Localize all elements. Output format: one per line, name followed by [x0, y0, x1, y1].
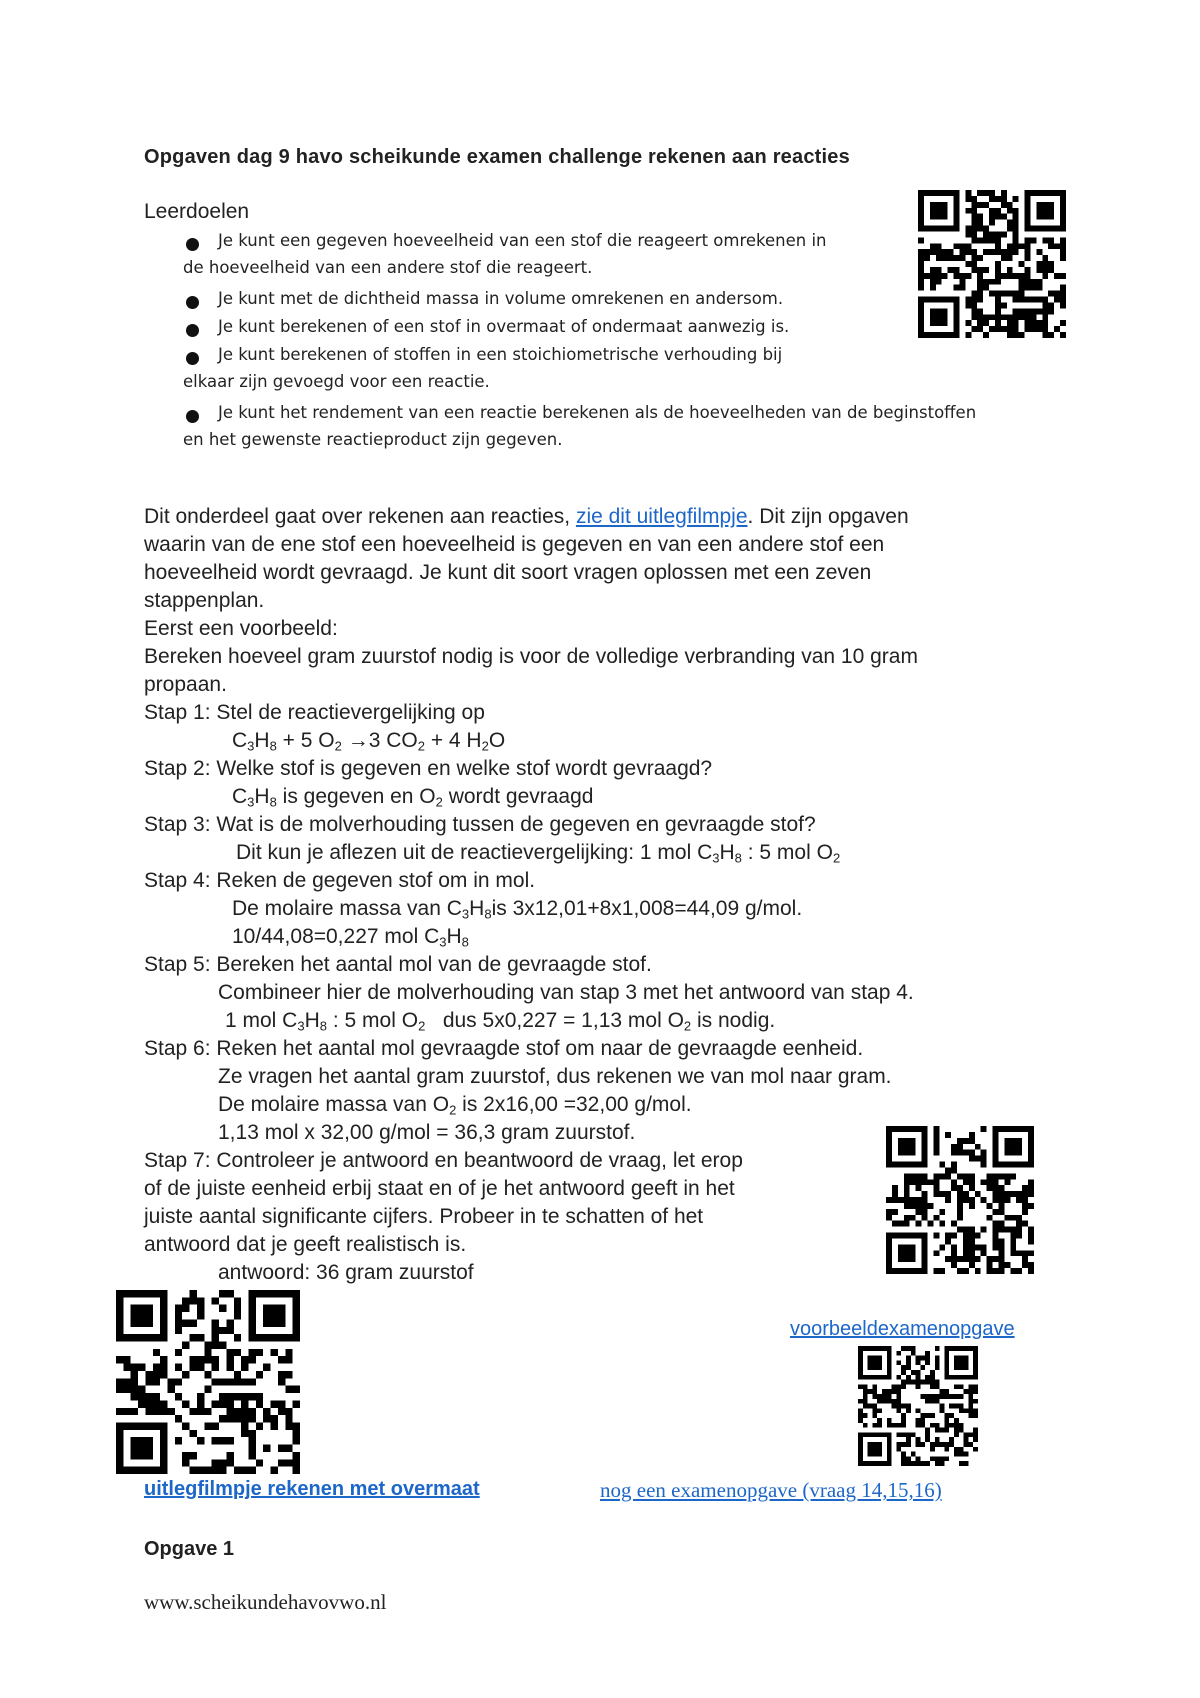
nog-examenopgave-link[interactable]: nog een examenopgave (vraag 14,15,16): [600, 1478, 942, 1502]
step-6-line-1: Ze vragen het aantal gram zuurstof, dus rekenen we van mol naar gram.: [218, 1065, 892, 1088]
step-2-answer: $C_3H_8$ is gegeven en $O_2$ wordt gevraagd: [232, 785, 594, 810]
step-3-answer: Dit kun je aflezen uit de reactievergelijking: 1 mol $C_3H_8$ : 5 mol $O_2$: [236, 841, 841, 866]
list-item: de hoeveelheid van een andere stof die reageert.: [183, 258, 593, 277]
step-6-line-3: 1,13 mol x 32,00 g/mol = 36,3 gram zuurstof.: [218, 1121, 636, 1144]
step-7-line-1: of de juiste eenheid erbij staat en of je het antwoord geeft in het: [144, 1177, 735, 1200]
list-item: Je kunt berekenen of een stof in overmaat of ondermaat aanwezig is.: [218, 317, 790, 336]
list-item: Je kunt het rendement van een reactie berekenen als de hoeveelheden van de beginstoffen: [218, 403, 977, 422]
step-4-line-2: 10/44,08=0,227 mol $C_3H_8$: [232, 925, 469, 950]
step-7-line-3: antwoord dat je geeft realistisch is.: [144, 1233, 467, 1256]
voorbeeldexamenopgave-link[interactable]: voorbeeldexamenopgave: [790, 1318, 1015, 1340]
bullet-icon: [186, 296, 199, 309]
leerdoelen-heading: Leerdoelen: [144, 200, 250, 223]
reaction-equation: $C_3H_8 + 5$ $O_2 \to 3$ $CO_2 + 4$ $H_2O$: [232, 729, 506, 754]
step-5-line-2: 1 mol $C_3H_8$ : 5 mol $O_2$ dus 5x0,227 = 1,13 mol $O_2$ is nodig.: [225, 1009, 776, 1034]
text-line: waarin van de ene stof een hoeveelheid is gegeven en van een andere stof een: [144, 533, 885, 556]
page-title: Opgaven dag 9 havo scheikunde examen challenge rekenen aan reacties: [144, 146, 850, 168]
intro-paragraph: Dit onderdeel gaat over rekenen aan reacties, zie dit uitlegfilmpje. Dit zijn opgaven: [144, 505, 909, 528]
step-6-line-2: De molaire massa van $O_2$ is 2x16,00 =32,00 g/mol.: [218, 1093, 692, 1118]
text-line: stappenplan.: [144, 589, 265, 612]
text-line: Bereken hoeveel gram zuurstof nodig is voor de volledige verbranding van 10 gram: [144, 645, 918, 668]
step-4-line-1: De molaire massa van $C_3H_8is$ 3x12,01+8x1,008=44,09 g/mol.: [232, 897, 803, 922]
list-item: Je kunt met de dichtheid massa in volume omrekenen en andersom.: [218, 289, 784, 308]
bullet-icon: [186, 410, 199, 423]
qr-code-icon[interactable]: [918, 190, 1066, 338]
text-line: Eerst een voorbeeld:: [144, 617, 338, 640]
step-1: Stap 1: Stel de reactievergelijking op: [144, 701, 485, 724]
list-item: en het gewenste reactieproduct zijn gegeven.: [183, 430, 563, 449]
step-5: Stap 5: Bereken het aantal mol van de gevraagde stof.: [144, 953, 652, 976]
list-item: Je kunt berekenen of stoffen in een stoichiometrische verhouding bij: [218, 345, 783, 364]
text-line: hoeveelheid wordt gevraagd. Je kunt dit soort vragen oplossen met een zeven: [144, 561, 872, 584]
bullet-icon: [186, 352, 199, 365]
list-item: Je kunt een gegeven hoeveelheid van een stof die reageert omrekenen in: [218, 231, 827, 250]
qr-code-icon[interactable]: [886, 1126, 1034, 1274]
step-4: Stap 4: Reken de gegeven stof om in mol.: [144, 869, 536, 892]
step-7: Stap 7: Controleer je antwoord en beantwoord de vraag, let erop: [144, 1149, 743, 1172]
text-line: propaan.: [144, 673, 227, 696]
step-2: Stap 2: Welke stof is gegeven en welke stof wordt gevraagd?: [144, 757, 713, 780]
bullet-icon: [186, 324, 199, 337]
step-3: Stap 3: Wat is de molverhouding tussen de gegeven en gevraagde stof?: [144, 813, 816, 836]
step-5-line-1: Combineer hier de molverhouding van stap 3 met het antwoord van stap 4.: [218, 981, 914, 1004]
qr-code-icon[interactable]: [116, 1290, 300, 1474]
opgave-heading: Opgave 1: [144, 1538, 235, 1560]
step-7-answer: antwoord: 36 gram zuurstof: [218, 1261, 474, 1284]
uitlegfilmpje-link[interactable]: zie dit uitlegfilmpje: [575, 505, 748, 528]
qr-code-icon[interactable]: [858, 1346, 978, 1466]
footer-url: www.scheikundehavovwo.nl: [144, 1590, 387, 1614]
step-6: Stap 6: Reken het aantal mol gevraagde stof om naar de gevraagde eenheid.: [144, 1037, 864, 1060]
list-item: elkaar zijn gevoegd voor een reactie.: [183, 372, 490, 391]
step-7-line-2: juiste aantal significante cijfers. Probeer in te schatten of het: [144, 1205, 704, 1228]
bullet-icon: [186, 238, 199, 251]
overmaat-link[interactable]: uitlegfilmpje rekenen met overmaat: [144, 1478, 480, 1500]
